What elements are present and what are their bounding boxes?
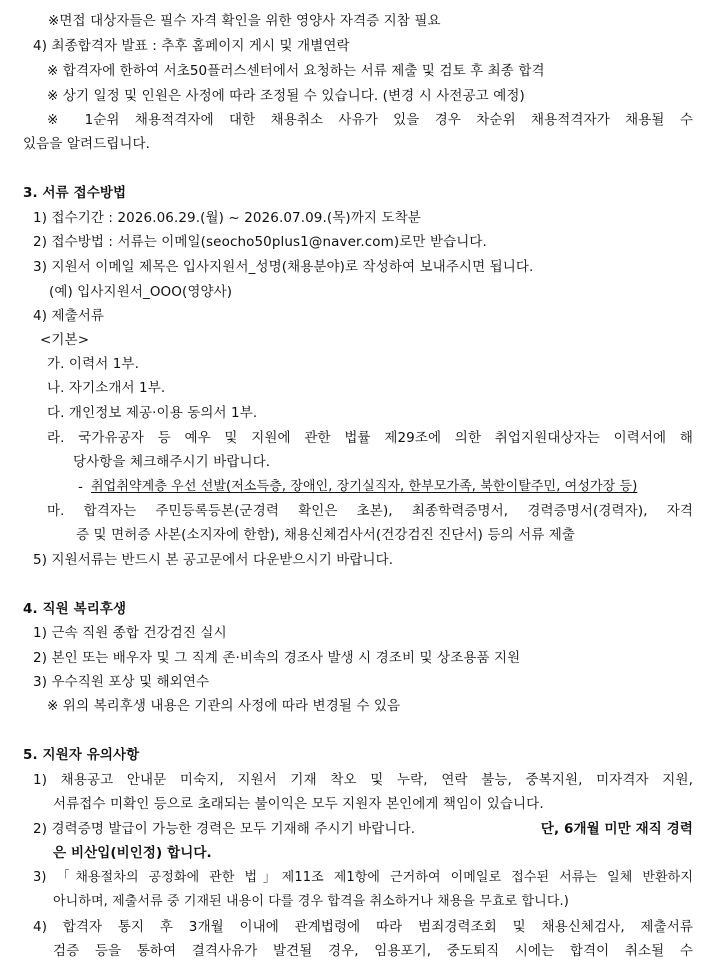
download-form-note: 5) 지원서류는 반드시 본 공고문에서 다운받으시기 바랍니다.	[33, 552, 394, 568]
section-4-title: 4. 직원 복리후생	[23, 601, 127, 617]
caution-2-line1	[33, 819, 693, 839]
caution-4-line1: 4) 합격자 통지 후 3개월 이내에 관계법령에 따라 범죄경력조회 및 채용신체검사, 제출서류	[33, 919, 693, 935]
caution-1-line1: 1) 채용공고 안내문 미숙지, 지원서 기재 착오 및 누락, 연락 불능, 중복지원, 미자격자 지원,	[33, 772, 693, 788]
doc-item-successful-line1: 마. 합격자는 주민등록등본(군경력 확인은 초본), 최종학력증명서, 경력증명서(경력자), 자격	[47, 503, 693, 519]
vulnerable-group-dash: -	[78, 479, 83, 495]
section-5-title: 5. 지원자 유의사항	[23, 747, 140, 763]
required-docs-title: 4) 제출서류	[33, 308, 105, 324]
cancel-note-line2: 있음을 알려드립니다.	[23, 136, 151, 152]
vulnerable-group-priority: 취업취약계층 우선 선발(저소득층, 장애인, 장기실직자, 한부모가족, 북한이탈주민, 여성가장 등)	[91, 479, 638, 494]
benefit-change-note: ※ 위의 복리후생 내용은 기관의 사정에 따라 변경될 수 있음	[47, 698, 401, 714]
doc-item-resume: 가. 이력서 1부.	[47, 356, 139, 372]
schedule-change-note: ※ 상기 일정 및 인원은 사정에 따라 조정될 수 있습니다. (변경 시 사전공고 예정)	[47, 88, 525, 104]
caution-3-line2: 아니하며, 제출서류 중 기재된 내용이 다를 경우 합격을 취소하거나 채용을 무효로 합니다.)	[53, 894, 569, 909]
doc-item-veteran-line2: 당사항을 체크해주시기 바랍니다.	[73, 454, 271, 470]
cancel-note-line1: ※ 1순위 채용적격자에 대한 채용취소 사유가 있을 경우 차순위 채용적격자가 채용될 수	[47, 112, 693, 128]
doc-item-veteran-line1: 라. 국가유공자 등 예우 및 지원에 관한 법률 제29조에 의한 취업지원대상자는 이력서에 해	[47, 430, 693, 446]
doc-item-cover-letter: 나. 자기소개서 1부.	[47, 380, 166, 396]
doc-item-privacy-consent: 다. 개인정보 제공·이용 동의서 1부.	[47, 405, 258, 421]
benefit-awards-training: 3) 우수직원 포상 및 해외연수	[33, 674, 210, 690]
caution-2-line2: 은 비산입(비인정) 합니다.	[53, 845, 212, 861]
final-announcement-item: 4) 최종합격자 발표 : 추후 홈페이지 게시 및 개별연락	[33, 38, 350, 54]
benefit-family-events: 2) 본인 또는 배우자 및 그 직계 존·비속의 경조사 발생 시 경조비 및 상조용품 지원	[33, 650, 521, 666]
caution-3-line1: 3) 「채용절차의 공정화에 관한 법」제11조 제1항에 근거하여 이메일로 접수된 서류는 일체 반환하지	[33, 870, 693, 885]
email-subject-rule: 3) 지원서 이메일 제목은 입사지원서_성명(채용분야)로 작성하여 보내주시면 됩니다.	[33, 259, 534, 275]
doc-item-successful-line2: 증 및 면허증 사본(소지자에 한함), 채용신체검사서(건강검진 진단서) 등의 서류 제출	[76, 527, 576, 543]
interview-note: ※면접 대상자들은 필수 자격 확인을 위한 영양사 자격증 지참 필요	[48, 13, 441, 29]
basic-docs-label: <기본>	[40, 332, 90, 348]
caution-2-bold: 단, 6개월 미만 재직 경력	[540, 821, 693, 837]
application-period: 1) 접수기간 : 2026.06.29.(월) ~ 2026.07.09.(목)까지 도착분	[33, 210, 421, 226]
caution-2-text: 2) 경력증명 발급이 가능한 경력은 모두 기재해 주시기 바랍니다.	[33, 821, 416, 837]
benefit-health-checkup: 1) 근속 직원 종합 건강검진 실시	[33, 625, 227, 641]
application-method: 2) 접수방법 : 서류는 이메일(seocho50plus1@naver.com)로만 받습니다.	[33, 234, 487, 250]
caution-1-line2: 서류접수 미확인 등으로 초래되는 불이익은 모두 지원자 본인에게 책임이 있습니다.	[53, 796, 544, 812]
final-pass-note: ※ 합격자에 한하여 서초50플러스센터에서 요청하는 서류 제출 및 검토 후 최종 합격	[47, 63, 545, 79]
email-subject-example: (예) 입사지원서_OOO(영양사)	[49, 284, 233, 300]
section-3-title: 3. 서류 접수방법	[23, 185, 127, 201]
caution-4-line2: 검증 등을 통하여 결격사유가 발견될 경우, 임용포기, 중도퇴직 시에는 합격이 취소될 수	[53, 943, 693, 959]
